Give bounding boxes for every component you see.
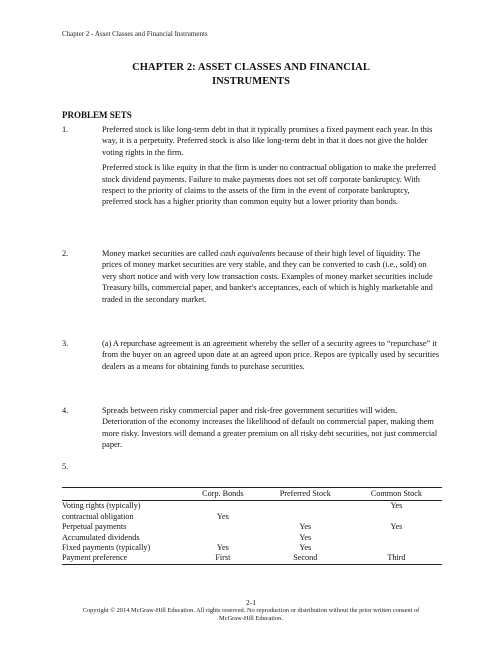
problem-number: 5. [62, 462, 69, 471]
common-cell [351, 533, 442, 543]
row-label: Fixed payments (typically) [62, 543, 151, 553]
copyright-notice [60, 607, 442, 623]
bonds-cell [186, 522, 260, 532]
problem-4 [62, 405, 442, 455]
preferred-cell: Yes [299, 543, 312, 553]
row-label: Perpetual payments [62, 522, 127, 532]
problem-2-text-post: because of their high level of liquidity. The prices of money market securities are very stable, and they can be converted to cash (i.e., sold) on very short notice and with very low transaction costs. Examples of money market securities include Treasury bills, commercial paper, and banker's acceptances, each of which is highly marketable and traded in the secondary market. [102, 249, 433, 304]
problem-1-paragraph-2: Preferred stock is like equity in that the firm is under no contractual obligation to make the preferred stock dividend payments. Failure to make payments does not set off corporate bankruptcy. With respect to the priority of claims to the assets of the firm in the event of corporate bankruptcy, preferred stock has a higher priority than common equity but a lower priority than bonds. [102, 163, 436, 207]
table-row [62, 522, 442, 532]
common-cell: Yes [390, 501, 403, 511]
problem-3-paragraph: (a) A repurchase agreement is an agreement whereby the seller of a security agrees to “repurchase” it from the buyer on an agreed upon date at an agreed upon price. Repos are typically used by securities dealers as a means for obtaining funds to purchase securities. [102, 339, 440, 371]
copyright-line2: McGraw-Hill Education. [219, 615, 283, 622]
preferred-cell [260, 501, 351, 512]
common-cell [351, 512, 442, 522]
problem-number: 4. [62, 406, 69, 415]
page-number: 2-1 [246, 598, 256, 607]
table-header-cell [62, 488, 186, 501]
table-header-cell: Common Stock [351, 488, 442, 501]
table-header-row [62, 488, 442, 501]
bonds-cell [186, 533, 260, 543]
common-cell: Third [351, 553, 442, 564]
row-label: Accumulated dividends [62, 532, 140, 542]
problem-2-paragraph [102, 248, 442, 305]
table-row [62, 501, 442, 512]
bonds-cell: Yes [216, 543, 229, 553]
problem-number: 3. [62, 339, 69, 348]
row-label: Payment preference [62, 553, 186, 564]
problem-2-term: cash equivalents [220, 249, 276, 258]
row-label: Voting rights (typically) [62, 501, 141, 511]
preferred-cell [260, 512, 351, 522]
chapter-title [60, 61, 442, 88]
common-cell: Yes [390, 522, 403, 532]
problem-1-paragraph-1: Preferred stock is like long-term debt in that it typically promises a fixed payment each year. In this way, it is a perpetuity. Preferred stock is also like long-term debt in that it does not give the holder voting rights in the firm. [102, 125, 433, 157]
comparison-table [62, 487, 442, 565]
chapter-title-line2: INSTRUMENTS [211, 75, 291, 87]
problem-3 [62, 338, 442, 376]
table-row [62, 543, 442, 553]
table-row [62, 512, 442, 522]
preferred-cell: Yes [299, 532, 312, 542]
section-title: PROBLEM SETS [62, 110, 132, 120]
table-header-cell: Corp. Bonds [186, 488, 260, 501]
table-row [62, 533, 442, 543]
running-head: Chapter 2 - Asset Classes and Financial Instruments [62, 30, 208, 38]
problem-number: 2. [62, 249, 69, 258]
bonds-cell: First [186, 553, 260, 564]
problem-4-paragraph: Spreads between risky commercial paper and risk-free government securities will widen. Deterioration of the economy increases the likelihood of default on commercial paper, making them more risky. Investors will demand a greater premium on all risky debt securities, not just commercial paper. [102, 406, 438, 450]
bonds-cell [186, 501, 260, 512]
row-label: contractual obligation [62, 511, 134, 521]
bonds-cell: Yes [216, 511, 229, 521]
copyright-line1: Copyright © 2014 McGraw-Hill Education. All rights reserved. No reproduction or distribution without the prior written consent of [82, 607, 420, 614]
chapter-title-line1: CHAPTER 2: ASSET CLASSES AND FINANCIAL [132, 62, 370, 73]
problem-1 [62, 124, 442, 212]
common-cell [351, 543, 442, 553]
table-row [62, 553, 442, 564]
preferred-cell: Yes [299, 522, 312, 532]
problem-2-text-pre: Money market securities are called [102, 249, 221, 258]
problem-number: 1. [62, 125, 69, 134]
table-header-cell: Preferred Stock [260, 488, 351, 501]
preferred-cell: Second [260, 553, 351, 564]
problem-2 [62, 248, 442, 309]
